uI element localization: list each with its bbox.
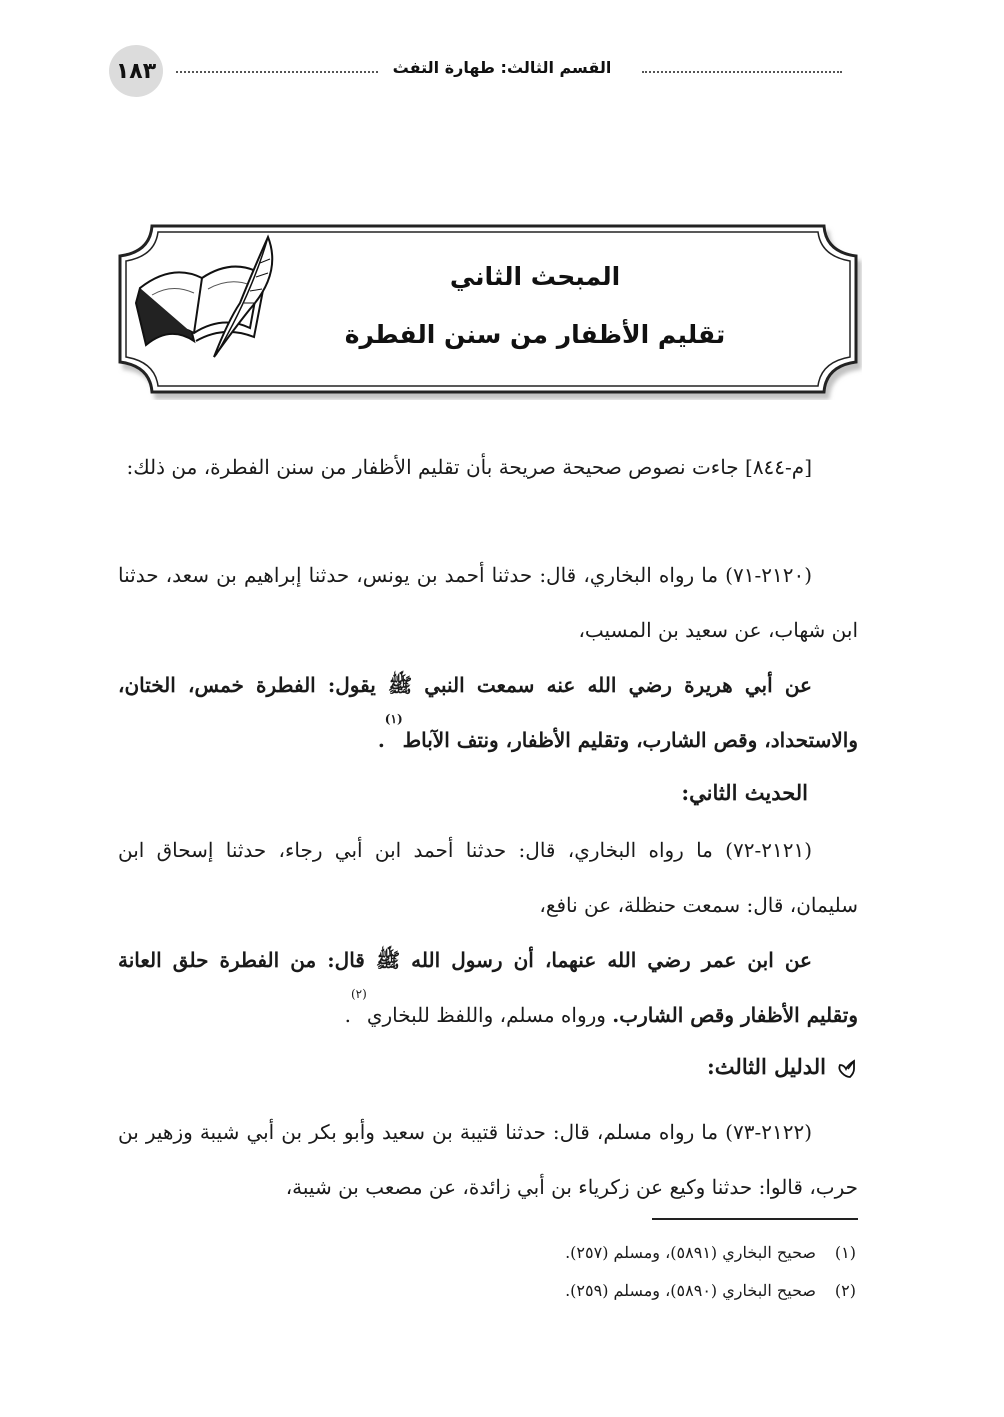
footnote-ref-2[interactable]: (٢) bbox=[350, 987, 367, 1001]
heading-second-hadith: الحديث الثاني: bbox=[681, 780, 808, 805]
hadith2-isnad: (٢١٢١-٧٢) ما رواه البخاري، قال: حدثنا أحمد ابن أبي رجاء، حدثنا إسحاق ابن سليمان، قال: سمعت حنظلة، عن نافع، bbox=[118, 838, 858, 917]
running-title: القسم الثالث: طهارة التفث bbox=[392, 58, 612, 77]
intro-paragraph bbox=[118, 440, 858, 495]
footnote-2-text: صحيح البخاري (٥٨٩٠)، ومسلم (٢٥٩). bbox=[565, 1281, 816, 1300]
chapter-subtitle: تقليم الأظفار من سنن الفطرة bbox=[344, 320, 726, 349]
hadith1-matn: عن أبي هريرة رضي الله عنه سمعت النبي ﷺ يقول: الفطرة خمس، الختان، والاستحداد، وقص الشارب، وتقليم الأظفار، ونتف الآباط bbox=[118, 673, 858, 752]
hadith1-matn-paragraph bbox=[118, 658, 858, 768]
heading-third-evidence-text: الدليل الثالث: bbox=[707, 1054, 826, 1079]
hadith3-isnad: (٢١٢٢-٧٣) ما رواه مسلم، قال: حدثنا قتيبة بن سعيد وأبو بكر بن أبي شيبة وزهير بن حرب، قالوا: حدثنا وكيع عن زكرياء بن أبي زائدة، عن مصعب بن شيبة، bbox=[118, 1120, 858, 1199]
intro-text: [م-٨٤٤] جاءت نصوص صحيحة صريحة بأن تقليم الأظفار من سنن الفطرة، من ذلك: bbox=[126, 455, 812, 479]
heading-third-evidence bbox=[707, 1052, 858, 1082]
hadith1-isnad-paragraph bbox=[118, 548, 858, 658]
hadith2-matn-paragraph bbox=[118, 933, 858, 1043]
hand-pointer-icon bbox=[834, 1057, 858, 1081]
chapter-title: المبحث الثاني bbox=[449, 262, 621, 291]
header-dotted-rule-right bbox=[642, 71, 842, 73]
page-number: ١٨٣ bbox=[109, 45, 163, 97]
hadith2-end: . bbox=[344, 1003, 351, 1027]
hadith2-matn: عن ابن عمر رضي الله عنهما، أن رسول الله ﷺ قال: من الفطرة حلق العانة وتقليم الأظفار وقص الشارب. bbox=[118, 948, 858, 1027]
footnote-separator bbox=[652, 1218, 858, 1220]
hadith2-tail: ورواه مسلم، واللفظ للبخاري bbox=[366, 1003, 613, 1027]
hadith1-end: . bbox=[377, 728, 385, 752]
hadith2-isnad-paragraph bbox=[118, 823, 858, 933]
footnote-ref-1[interactable]: (١) bbox=[384, 712, 403, 726]
footnote-2 bbox=[565, 1279, 856, 1303]
footnote-1-text: صحيح البخاري (٥٨٩١)، ومسلم (٢٥٧). bbox=[565, 1243, 816, 1262]
hadith1-isnad: (٢١٢٠-٧١) ما رواه البخاري، قال: حدثنا أحمد بن يونس، حدثنا إبراهيم بن سعد، حدثنا ابن شهاب، عن سعيد بن المسيب، bbox=[118, 563, 858, 642]
footnote-1-number: (١) bbox=[834, 1243, 856, 1262]
hadith3-isnad-paragraph bbox=[118, 1105, 858, 1215]
footnote-2-number: (٢) bbox=[834, 1281, 856, 1300]
book-and-quill-icon bbox=[132, 233, 280, 363]
footnote-1 bbox=[565, 1241, 856, 1265]
header-dotted-rule-left bbox=[176, 71, 378, 73]
